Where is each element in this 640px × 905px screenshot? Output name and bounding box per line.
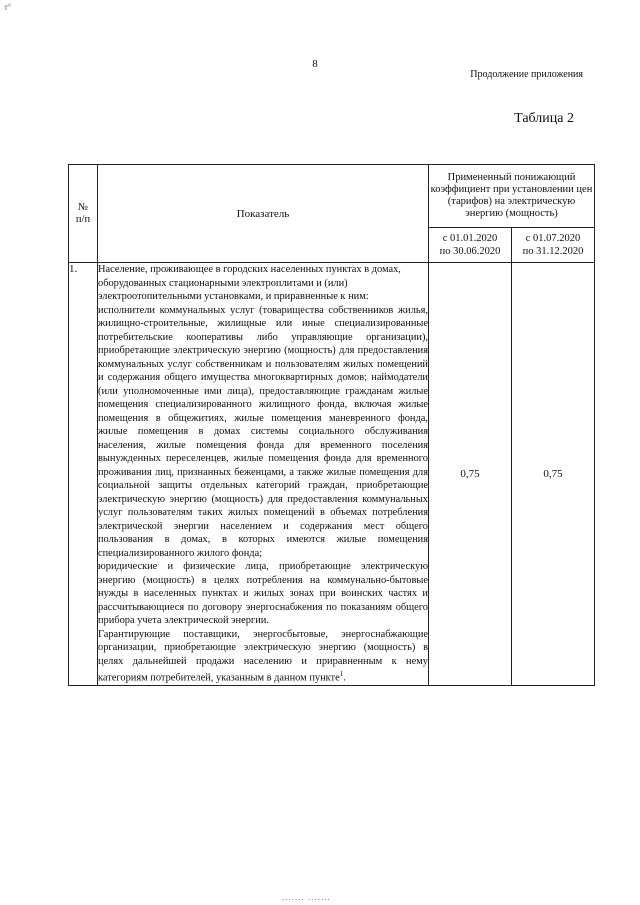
page-number: 8: [312, 58, 318, 70]
header-coefficient: Примененный понижающий коэффициент при установлении цен (тарифов) на электрическую энергию (мощность): [429, 165, 595, 228]
header-indicator: Показатель: [98, 165, 429, 263]
scan-mark-top-left: т°: [4, 2, 12, 12]
paragraph-end: .: [343, 672, 346, 684]
scan-mark-bottom: ....... .......: [282, 892, 331, 902]
value-period-2: 0,75: [512, 263, 595, 686]
table-header-row: [69, 165, 595, 228]
paragraph-suppliers-text: Гарантирующие поставщики, энергосбытовые, энергоснабжающие организации, приобретающие электрическую энергию (мощность) в целях дальнейшей продажи населению и приравненным к нему категориям потребителей, указанным в данном пункте: [98, 628, 428, 684]
paragraph-intro: Население, проживающее в городских населенных пунктах в домах, оборудованных стационарными электроплитами и (или) электроотопительными установками, и приравненные к ним:: [98, 264, 401, 302]
paragraph-utility-providers: исполнители коммунальных услуг (товарищества собственников жилья, жилищно-строительные, жилищные или иные специализированные потребительские кооперативы либо управляющие организации), приобретающие электрическую энергию (мощность) для предоставления коммунальных услуг собственникам и пользователям жилых помещений и содержания общего имущества многоквартирных домов; наймодатели (или уполномоченные ими лица), предоставляющие гражданам жилые помещения специализированного жилищного фонда, включая жилые помещения в общежитиях, жилые помещения маневренного фонда, жилые помещения в домах системы социального обслуживания населения, жилые помещения фонда для временного поселения вынужденных переселенцев, жилые помещения фонда для временного проживания лиц, признанных беженцами, а также жилые помещения для социальной защиты отдельных категорий граждан, приобретающие электрическую энергию (мощность) для предоставления коммунальных услуг пользователям таких жилых помещений в объемах потребления электрической энергии населением и содержания мест общего пользования в домах, в которых имеются жилые помещения специализированного жилого фонда;: [98, 304, 428, 559]
paragraph-legal-persons: юридические и физические лица, приобретающие электрическую энергию (мощность) в целях потребления на коммунально-бытовые нужды в населенных пунктах и жилых зонах при воинских частях и рассчитывающиеся по договору энергоснабжения по показаниям общего прибора учета электрической энергии.: [98, 561, 428, 626]
continuation-note: Продолжение приложения: [470, 69, 583, 80]
value-period-1: 0,75: [429, 263, 512, 686]
header-period-1: с 01.01.2020 по 30.06.2020: [429, 228, 512, 263]
table-label: Таблица 2: [514, 111, 574, 126]
paragraph-suppliers: [98, 628, 428, 685]
row-number: 1.: [69, 263, 98, 686]
header-period-2: с 01.07.2020 по 31.12.2020: [512, 228, 595, 263]
row-indicator-text: [98, 263, 429, 686]
footnote-ref: 1: [339, 670, 344, 678]
table-row: [69, 263, 595, 686]
coefficients-table: [68, 164, 595, 686]
header-number: № п/п: [69, 165, 98, 263]
